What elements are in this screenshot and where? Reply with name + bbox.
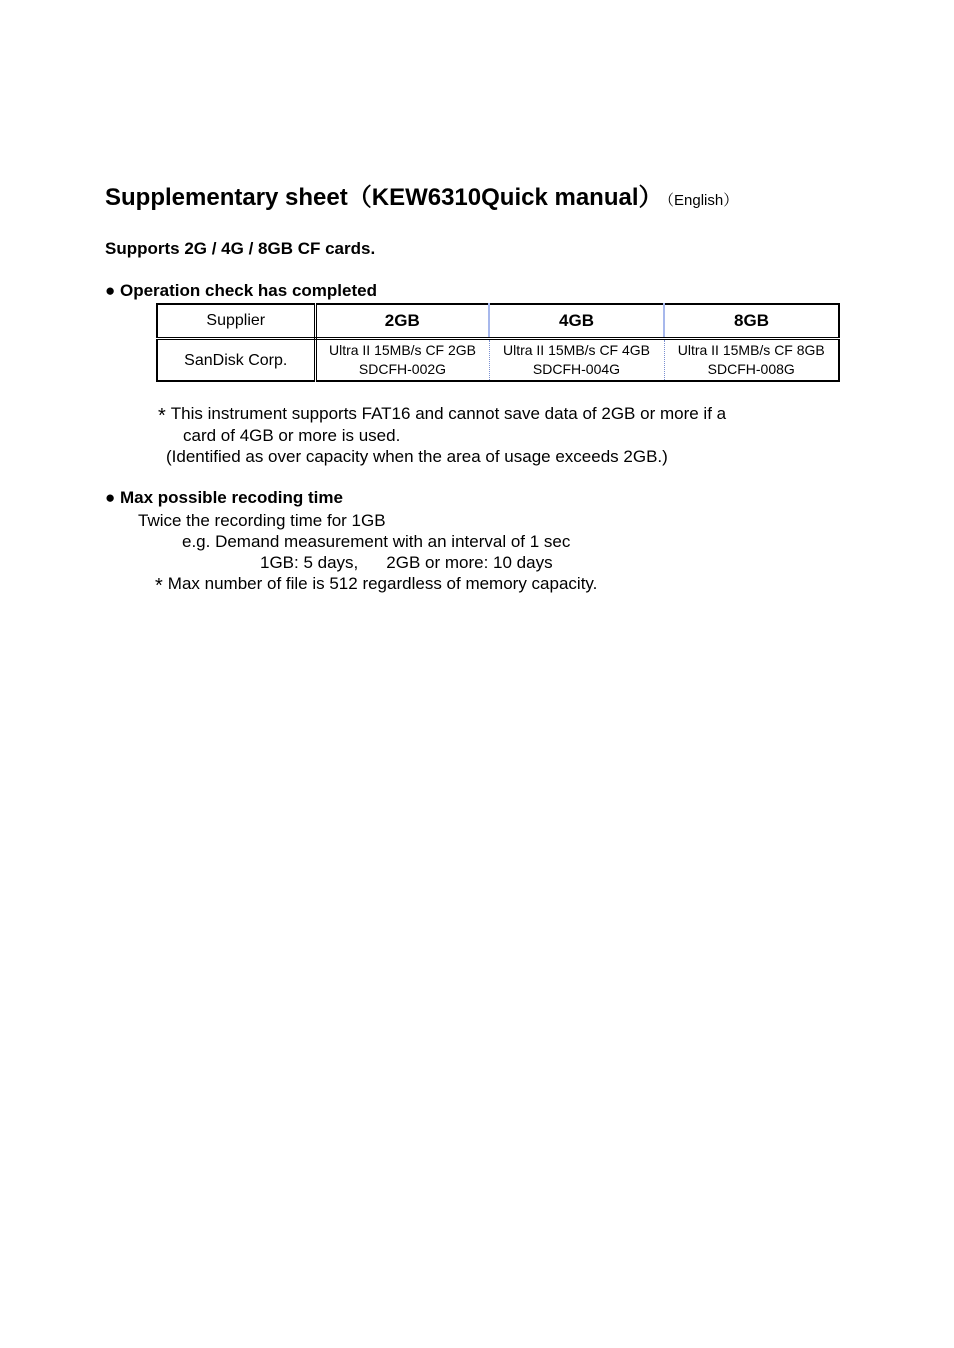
card-2gb-cell	[315, 339, 489, 382]
recording-time-example: e.g. Demand measurement with an interval of 1 sec	[182, 532, 571, 551]
header-2gb: 2GB	[315, 304, 489, 339]
max-files-note	[155, 573, 597, 596]
card-4gb-model: Ultra II 15MB/s CF 4GB	[502, 342, 651, 358]
card-2gb-part-number: SDCFH-002G	[358, 361, 447, 377]
card-2gb-model: Ultra II 15MB/s CF 2GB	[328, 342, 477, 358]
recording-time-heading: ● Max possible recoding time	[105, 488, 343, 507]
title-language: （English）	[666, 192, 739, 209]
table-row	[157, 339, 839, 382]
card-8gb-part-number: SDCFH-008G	[707, 361, 795, 377]
table-header-row	[157, 304, 839, 339]
recording-time-line1: Twice the recording time for 1GB	[138, 511, 386, 530]
document-title	[105, 184, 738, 213]
card-8gb-model: Ultra II 15MB/s CF 8GB	[677, 342, 825, 358]
card-4gb-part-number: SDCFH-004G	[532, 361, 621, 377]
card-8gb-cell	[664, 339, 839, 382]
supported-cards-statement: Supports 2G / 4G / 8GB CF cards.	[105, 239, 376, 258]
fat16-note-line1	[158, 403, 726, 426]
fat16-note-line3: (Identified as over capacity when the area of usage exceeds 2GB.)	[166, 447, 668, 466]
value-2gb-or-more: 2GB or more: 10 days	[386, 553, 553, 572]
asterisk-marker: *	[158, 405, 166, 427]
operation-check-heading: ● Operation check has completed	[105, 281, 377, 300]
recording-time-values	[260, 552, 553, 573]
fat16-note-text: This instrument supports FAT16 and cannot save data of 2GB or more if a	[170, 404, 727, 423]
card-4gb-cell	[489, 339, 664, 382]
max-files-text: Max number of file is 512 regardless of memory capacity.	[167, 574, 598, 593]
fat16-note-line2: card of 4GB or more is used.	[183, 426, 401, 445]
supplier-name: SanDisk Corp.	[157, 339, 315, 382]
value-1gb: 1GB: 5 days,	[260, 553, 359, 572]
header-supplier: Supplier	[157, 304, 315, 339]
cf-card-table	[156, 303, 840, 382]
header-8gb: 8GB	[664, 304, 839, 339]
title-main: Supplementary sheet（KEW6310Quick manual）	[105, 184, 663, 211]
asterisk-marker: *	[155, 575, 163, 597]
header-4gb: 4GB	[489, 304, 664, 339]
